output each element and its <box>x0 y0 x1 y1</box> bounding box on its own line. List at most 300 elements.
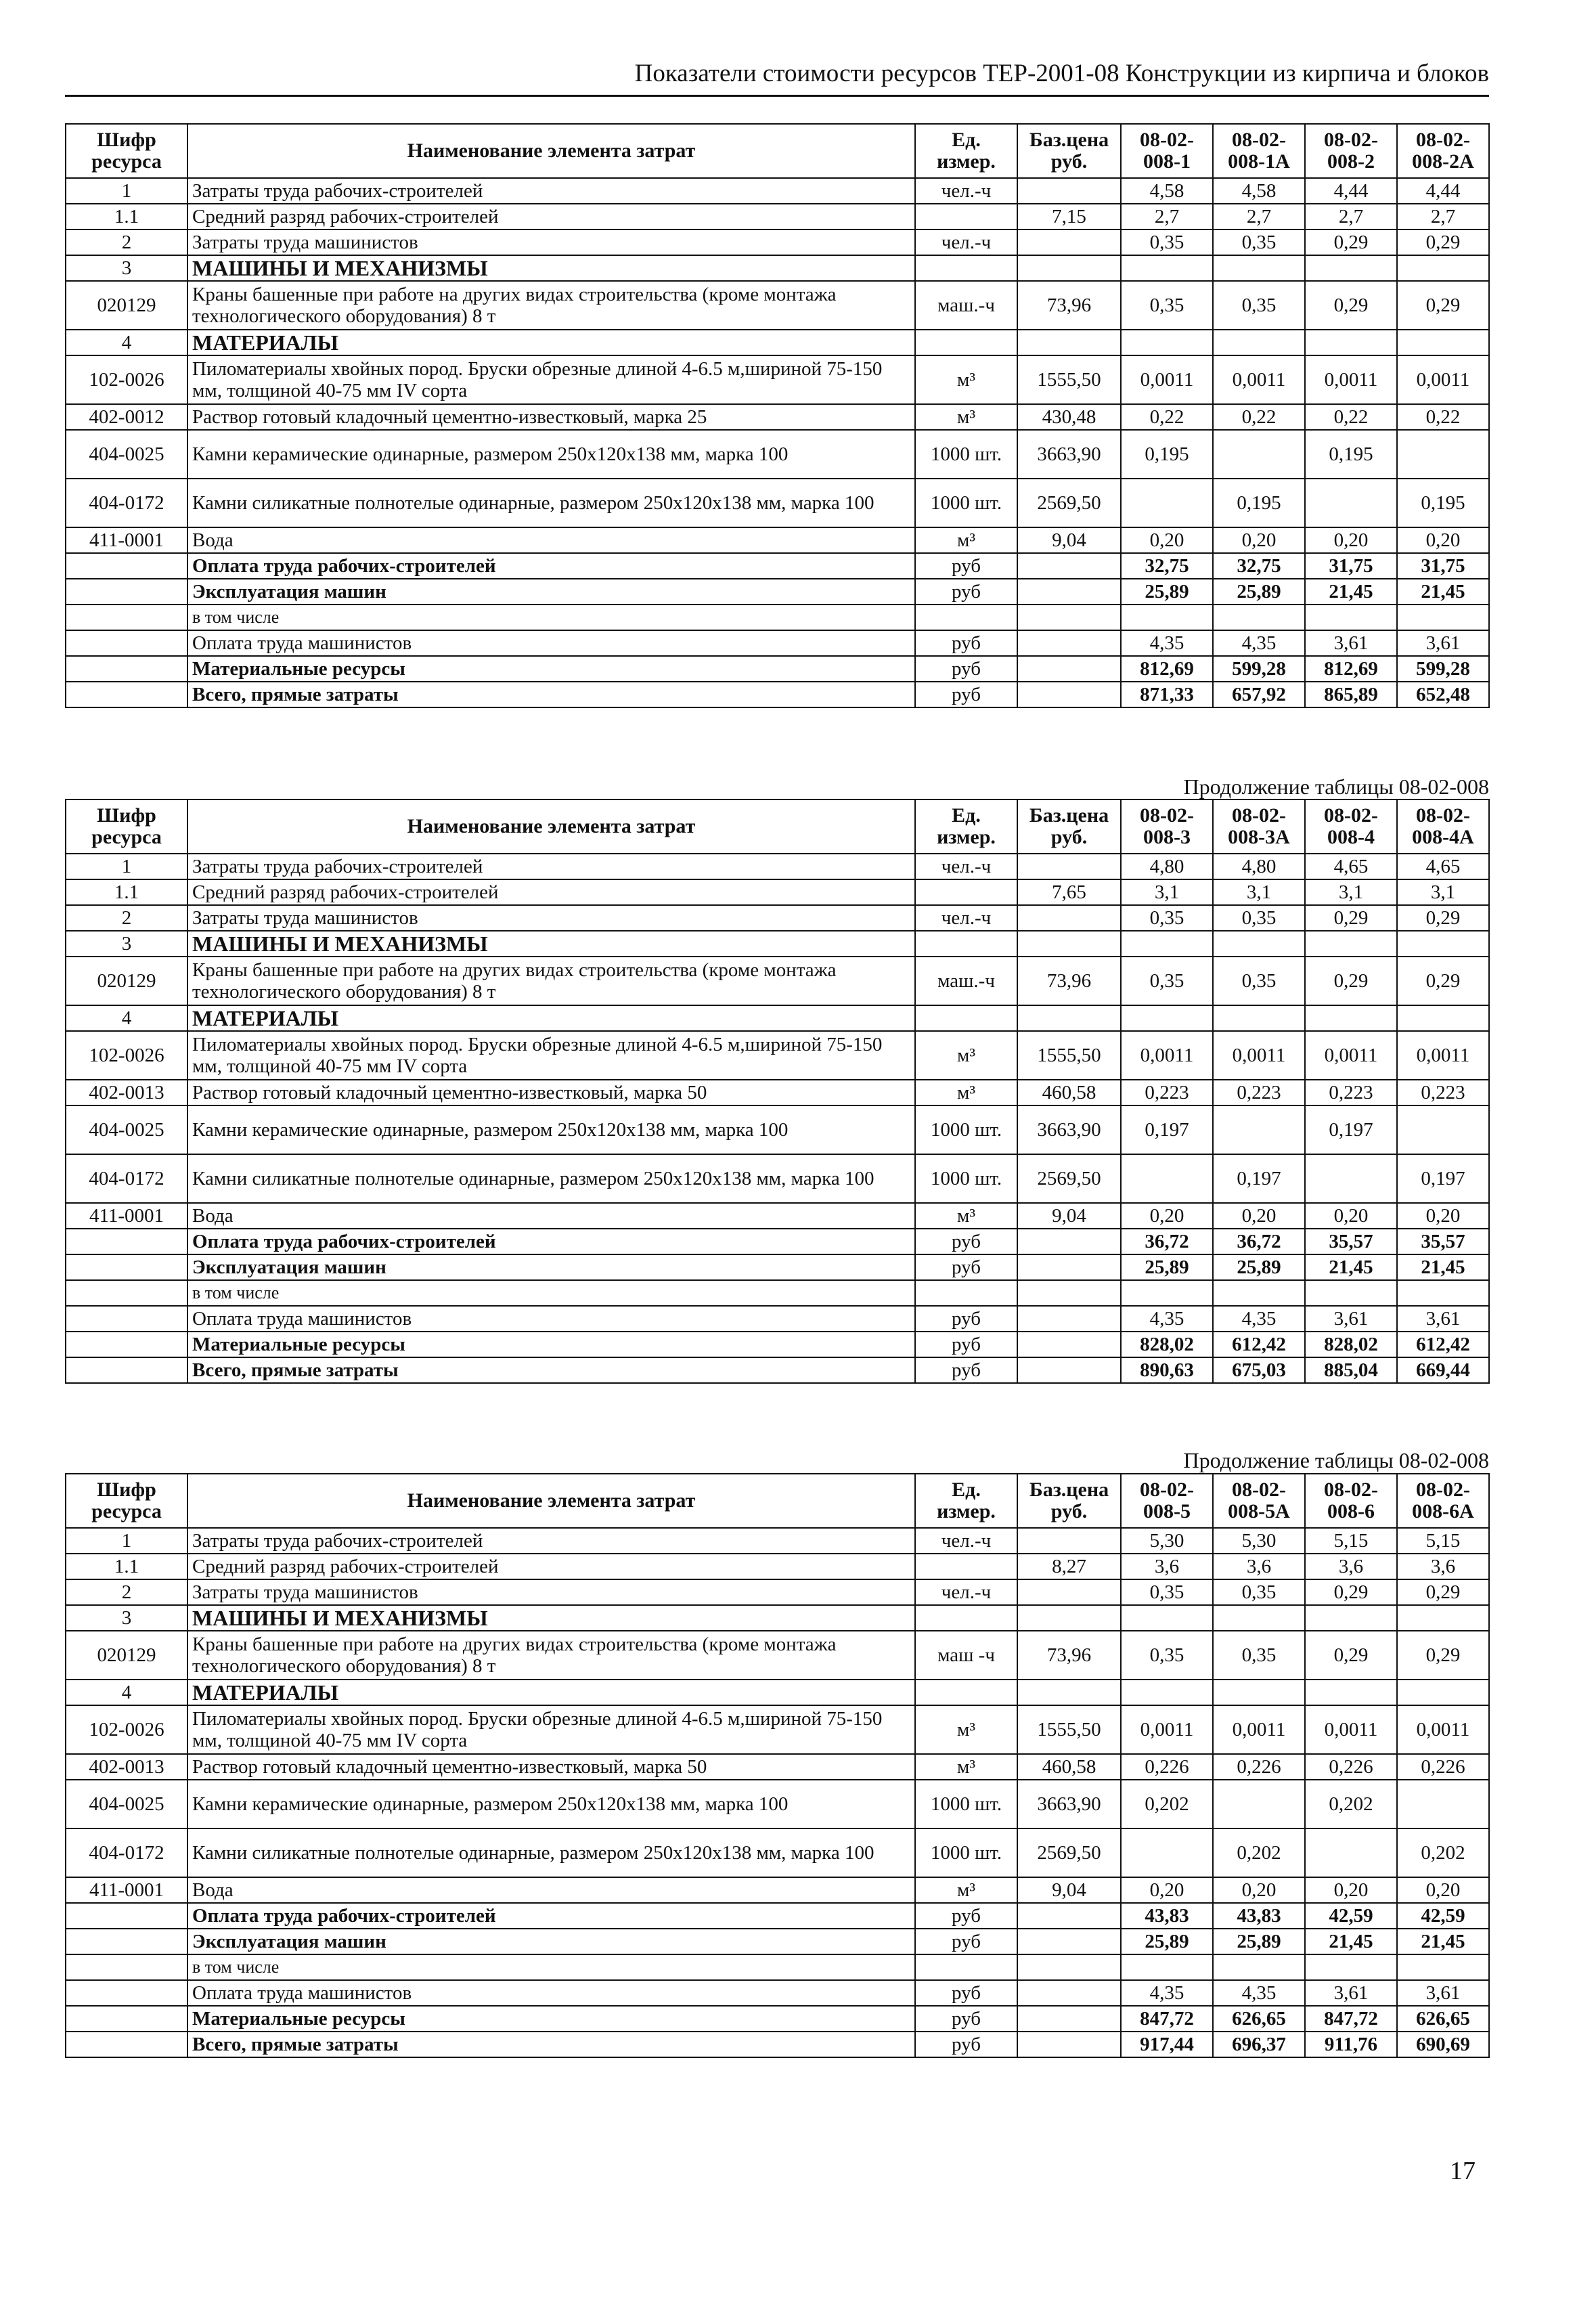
resource-code <box>66 1332 187 1357</box>
resource-code <box>66 1306 187 1332</box>
rate-value: 0,0011 <box>1397 1705 1489 1754</box>
resource-code <box>66 1357 187 1383</box>
header-code: Шифр ресурса <box>66 799 187 854</box>
rate-value: 0,22 <box>1397 404 1489 430</box>
unit <box>915 330 1017 355</box>
cost-element-name: МАТЕРИАЛЫ <box>187 1005 915 1031</box>
base-price <box>1017 682 1121 707</box>
rate-value: 4,80 <box>1213 854 1305 879</box>
base-price <box>1017 1280 1121 1306</box>
rate-value: 0,29 <box>1397 957 1489 1005</box>
rate-value: 812,69 <box>1121 656 1213 682</box>
cost-element-name: Раствор готовый кладочный цементно-известковый, марка 25 <box>187 404 915 430</box>
unit: м³ <box>915 1080 1017 1105</box>
unit: руб <box>915 682 1017 707</box>
resource-code <box>66 605 187 630</box>
rate-value <box>1121 931 1213 957</box>
rate-value <box>1121 1005 1213 1031</box>
resource-code: 411-0001 <box>66 527 187 553</box>
rate-value: 0,20 <box>1305 1203 1397 1229</box>
rate-value <box>1121 1680 1213 1705</box>
resource-code: 020129 <box>66 957 187 1005</box>
unit: 1000 шт. <box>915 1780 1017 1828</box>
base-price <box>1017 1680 1121 1705</box>
resource-code <box>66 553 187 579</box>
unit: руб <box>915 1980 1017 2006</box>
unit: руб <box>915 553 1017 579</box>
cost-element-name: Вода <box>187 527 915 553</box>
cost-element-name: Всего, прямые затраты <box>187 2032 915 2057</box>
header-rate-code: 08-02-008-3А <box>1213 799 1305 854</box>
base-price <box>1017 854 1121 879</box>
rate-value: 0,223 <box>1121 1080 1213 1105</box>
cost-table-2 <box>65 799 1490 1384</box>
rate-value: 626,65 <box>1213 2006 1305 2032</box>
base-price <box>1017 1357 1121 1383</box>
resource-code: 3 <box>66 931 187 957</box>
base-price: 73,96 <box>1017 281 1121 330</box>
resource-code: 3 <box>66 1605 187 1631</box>
cost-element-name: Оплата труда машинистов <box>187 630 915 656</box>
header-rate-code: 08-02-008-5А <box>1213 1474 1305 1528</box>
table-row <box>66 656 1489 682</box>
table-row <box>66 1631 1489 1680</box>
rate-value: 0,20 <box>1213 527 1305 553</box>
rate-value: 3,6 <box>1213 1554 1305 1579</box>
base-price: 460,58 <box>1017 1080 1121 1105</box>
base-price: 3663,90 <box>1017 1780 1121 1828</box>
resource-code: 411-0001 <box>66 1877 187 1903</box>
rate-value: 2,7 <box>1213 204 1305 229</box>
rate-value: 0,29 <box>1305 905 1397 931</box>
cost-element-name: Средний разряд рабочих-строителей <box>187 1554 915 1579</box>
rate-value: 42,59 <box>1397 1903 1489 1929</box>
base-price: 3663,90 <box>1017 430 1121 479</box>
rate-value: 0,195 <box>1305 430 1397 479</box>
rate-value <box>1121 479 1213 527</box>
resource-code <box>66 630 187 656</box>
table-row <box>66 1306 1489 1332</box>
rate-value: 0,197 <box>1305 1105 1397 1154</box>
resource-code <box>66 1929 187 1954</box>
rate-value: 21,45 <box>1305 1929 1397 1954</box>
rate-value: 612,42 <box>1397 1332 1489 1357</box>
resource-code: 4 <box>66 1005 187 1031</box>
rate-value: 0,35 <box>1213 281 1305 330</box>
table-row <box>66 330 1489 355</box>
unit <box>915 1680 1017 1705</box>
table-row <box>66 1528 1489 1554</box>
unit: м³ <box>915 355 1017 404</box>
base-price <box>1017 330 1121 355</box>
rate-value <box>1397 430 1489 479</box>
unit: чел.-ч <box>915 854 1017 879</box>
resource-code: 3 <box>66 255 187 281</box>
table-row <box>66 1203 1489 1229</box>
base-price <box>1017 1332 1121 1357</box>
base-price <box>1017 1528 1121 1554</box>
rate-value: 4,65 <box>1397 854 1489 879</box>
table-row <box>66 1980 1489 2006</box>
cost-element-name: МАШИНЫ И МЕХАНИЗМЫ <box>187 255 915 281</box>
base-price <box>1017 1229 1121 1254</box>
rate-value: 0,35 <box>1121 905 1213 931</box>
rate-value: 0,22 <box>1213 404 1305 430</box>
rate-value <box>1121 1605 1213 1631</box>
rate-value: 0,0011 <box>1397 355 1489 404</box>
resource-code <box>66 1280 187 1306</box>
base-price <box>1017 2006 1121 2032</box>
resource-code <box>66 1903 187 1929</box>
table-row <box>66 527 1489 553</box>
rate-value: 32,75 <box>1121 553 1213 579</box>
rate-value: 657,92 <box>1213 682 1305 707</box>
rate-value: 0,0011 <box>1213 1031 1305 1080</box>
rate-value: 4,58 <box>1213 178 1305 204</box>
header-code: Шифр ресурса <box>66 1474 187 1528</box>
rate-value: 5,30 <box>1121 1528 1213 1554</box>
base-price: 8,27 <box>1017 1554 1121 1579</box>
rate-value <box>1305 1005 1397 1031</box>
rate-value: 0,35 <box>1213 1579 1305 1605</box>
cost-element-name: Краны башенные при работе на других видах строительства (кроме монтажа технологического оборудования) 8 т <box>187 281 915 330</box>
rate-value: 847,72 <box>1305 2006 1397 2032</box>
table-row <box>66 1605 1489 1631</box>
cost-element-name: Камни керамические одинарные, размером 250x120x138 мм, марка 100 <box>187 1780 915 1828</box>
header-price: Баз.цена руб. <box>1017 124 1121 178</box>
table-row <box>66 1828 1489 1877</box>
base-price <box>1017 229 1121 255</box>
rate-value: 885,04 <box>1305 1357 1397 1383</box>
unit: руб <box>915 1357 1017 1383</box>
base-price <box>1017 1605 1121 1631</box>
table-row <box>66 1357 1489 1383</box>
base-price: 460,58 <box>1017 1754 1121 1780</box>
unit: маш.-ч <box>915 281 1017 330</box>
unit: м³ <box>915 1877 1017 1903</box>
rate-value: 25,89 <box>1213 1929 1305 1954</box>
rate-value: 0,35 <box>1213 905 1305 931</box>
rate-value <box>1397 931 1489 957</box>
rate-value: 25,89 <box>1213 579 1305 605</box>
rate-value <box>1305 1154 1397 1203</box>
rate-value: 35,57 <box>1305 1229 1397 1254</box>
resource-code: 404-0025 <box>66 1105 187 1154</box>
base-price: 9,04 <box>1017 527 1121 553</box>
rate-value: 865,89 <box>1305 682 1397 707</box>
rate-value: 3,1 <box>1213 879 1305 905</box>
table-row <box>66 1154 1489 1203</box>
rate-value: 4,35 <box>1121 1980 1213 2006</box>
unit: руб <box>915 630 1017 656</box>
rate-value: 21,45 <box>1305 579 1397 605</box>
cost-element-name: Затраты труда машинистов <box>187 1579 915 1605</box>
rate-value: 690,69 <box>1397 2032 1489 2057</box>
base-price: 7,65 <box>1017 879 1121 905</box>
resource-code: 404-0025 <box>66 430 187 479</box>
base-price <box>1017 1254 1121 1280</box>
cost-element-name: Оплата труда рабочих-строителей <box>187 1229 915 1254</box>
table-row <box>66 1280 1489 1306</box>
continuation-label: Продолжение таблицы 08-02-008 <box>1183 1448 1489 1472</box>
resource-code <box>66 1954 187 1980</box>
rate-value: 626,65 <box>1397 2006 1489 2032</box>
header-unit: Ед. измер. <box>915 124 1017 178</box>
table-row <box>66 430 1489 479</box>
unit: руб <box>915 1254 1017 1280</box>
resource-code <box>66 656 187 682</box>
unit: м³ <box>915 1031 1017 1080</box>
cost-element-name: Затраты труда рабочих-строителей <box>187 854 915 879</box>
resource-code: 2 <box>66 905 187 931</box>
table-row <box>66 1105 1489 1154</box>
rate-value <box>1305 479 1397 527</box>
rate-value: 4,44 <box>1397 178 1489 204</box>
unit: маш -ч <box>915 1631 1017 1680</box>
table-row <box>66 553 1489 579</box>
rate-value <box>1305 605 1397 630</box>
resource-code <box>66 579 187 605</box>
table-row <box>66 1954 1489 1980</box>
base-price: 430,48 <box>1017 404 1121 430</box>
rate-value: 35,57 <box>1397 1229 1489 1254</box>
rate-value: 0,226 <box>1121 1754 1213 1780</box>
unit: чел.-ч <box>915 1579 1017 1605</box>
rate-value: 43,83 <box>1121 1903 1213 1929</box>
base-price <box>1017 579 1121 605</box>
rate-value: 0,20 <box>1397 1877 1489 1903</box>
rate-value: 0,20 <box>1121 1203 1213 1229</box>
base-price <box>1017 1005 1121 1031</box>
rate-value <box>1397 330 1489 355</box>
header-name: Наименование элемента затрат <box>187 124 915 178</box>
cost-element-name: Всего, прямые затраты <box>187 682 915 707</box>
rate-value: 3,61 <box>1305 1306 1397 1332</box>
rate-value: 612,42 <box>1213 1332 1305 1357</box>
rate-value: 0,29 <box>1397 281 1489 330</box>
rate-value: 0,35 <box>1121 1579 1213 1605</box>
rate-value: 0,195 <box>1397 479 1489 527</box>
rate-value: 0,20 <box>1397 527 1489 553</box>
table-row <box>66 204 1489 229</box>
rate-value: 0,20 <box>1305 1877 1397 1903</box>
resource-code: 402-0013 <box>66 1754 187 1780</box>
header-unit: Ед. измер. <box>915 799 1017 854</box>
page-number: 17 <box>1450 2157 1476 2185</box>
resource-code <box>66 2006 187 2032</box>
rate-value <box>1213 1680 1305 1705</box>
rate-value: 3,1 <box>1121 879 1213 905</box>
cost-element-name: Пиломатериалы хвойных пород. Бруски обрезные длиной 4-6.5 м,шириной 75-150 мм, толщиной 40-75 мм IV сорта <box>187 1705 915 1754</box>
rate-value: 43,83 <box>1213 1903 1305 1929</box>
table-row <box>66 1332 1489 1357</box>
base-price <box>1017 1929 1121 1954</box>
rate-value: 0,0011 <box>1121 1031 1213 1080</box>
rate-value: 812,69 <box>1305 656 1397 682</box>
table-row <box>66 255 1489 281</box>
resource-code: 4 <box>66 1680 187 1705</box>
rate-value: 0,35 <box>1121 229 1213 255</box>
rate-value <box>1305 1954 1397 1980</box>
table-row <box>66 957 1489 1005</box>
rate-value <box>1213 1954 1305 1980</box>
rate-value: 21,45 <box>1397 579 1489 605</box>
cost-element-name: Камни керамические одинарные, размером 250x120x138 мм, марка 100 <box>187 430 915 479</box>
rate-value <box>1305 1280 1397 1306</box>
rate-value: 31,75 <box>1305 553 1397 579</box>
rate-value <box>1397 1605 1489 1631</box>
rate-value: 0,223 <box>1213 1080 1305 1105</box>
rate-value: 0,20 <box>1397 1203 1489 1229</box>
rate-value: 0,29 <box>1397 1631 1489 1680</box>
rate-value <box>1397 1105 1489 1154</box>
header-row <box>66 1474 1489 1528</box>
table-row <box>66 404 1489 430</box>
cost-element-name: Краны башенные при работе на других видах строительства (кроме монтажа технологического оборудования) 8 т <box>187 957 915 1005</box>
cost-element-name: Средний разряд рабочих-строителей <box>187 879 915 905</box>
unit: 1000 шт. <box>915 1105 1017 1154</box>
resource-code: 1.1 <box>66 1554 187 1579</box>
cost-element-name: Затраты труда машинистов <box>187 905 915 931</box>
rate-value: 21,45 <box>1305 1254 1397 1280</box>
rate-value: 0,29 <box>1397 229 1489 255</box>
table-row <box>66 2006 1489 2032</box>
rate-value: 0,29 <box>1305 281 1397 330</box>
unit <box>915 255 1017 281</box>
base-price <box>1017 630 1121 656</box>
rate-value <box>1213 255 1305 281</box>
cost-element-name: Камни силикатные полнотелые одинарные, размером 250x120x138 мм, марка 100 <box>187 479 915 527</box>
resource-code: 1 <box>66 1528 187 1554</box>
rate-value: 21,45 <box>1397 1254 1489 1280</box>
resource-code: 4 <box>66 330 187 355</box>
unit <box>915 1005 1017 1031</box>
cost-element-name: Вода <box>187 1203 915 1229</box>
base-price: 73,96 <box>1017 1631 1121 1680</box>
rate-value: 599,28 <box>1213 656 1305 682</box>
rate-value: 3,6 <box>1397 1554 1489 1579</box>
base-price <box>1017 1306 1121 1332</box>
rate-value: 0,197 <box>1213 1154 1305 1203</box>
rate-value <box>1397 1005 1489 1031</box>
rate-value: 599,28 <box>1397 656 1489 682</box>
rate-value: 4,80 <box>1121 854 1213 879</box>
rate-value <box>1121 1828 1213 1877</box>
cost-element-name: Оплата труда машинистов <box>187 1306 915 1332</box>
rate-value: 0,0011 <box>1213 1705 1305 1754</box>
cost-element-name: Оплата труда рабочих-строителей <box>187 1903 915 1929</box>
rate-value: 917,44 <box>1121 2032 1213 2057</box>
unit: руб <box>915 1903 1017 1929</box>
cost-element-name: Всего, прямые затраты <box>187 1357 915 1383</box>
rate-value: 4,35 <box>1213 1980 1305 2006</box>
rate-value: 25,89 <box>1121 1254 1213 1280</box>
base-price <box>1017 931 1121 957</box>
table-row <box>66 1877 1489 1903</box>
rate-value <box>1121 255 1213 281</box>
rate-value: 911,76 <box>1305 2032 1397 2057</box>
rate-value: 42,59 <box>1305 1903 1397 1929</box>
table-row <box>66 605 1489 630</box>
rate-value: 4,35 <box>1213 1306 1305 1332</box>
rate-value: 0,195 <box>1213 479 1305 527</box>
rate-value: 25,89 <box>1121 1929 1213 1954</box>
unit <box>915 204 1017 229</box>
cost-element-name: Эксплуатация машин <box>187 1929 915 1954</box>
rate-value: 0,29 <box>1305 1631 1397 1680</box>
header-name: Наименование элемента затрат <box>187 1474 915 1528</box>
table-row <box>66 479 1489 527</box>
resource-code: 402-0013 <box>66 1080 187 1105</box>
rate-value: 0,20 <box>1121 527 1213 553</box>
table-row <box>66 1903 1489 1929</box>
rate-value <box>1213 1280 1305 1306</box>
rate-value <box>1305 1680 1397 1705</box>
rate-value: 3,61 <box>1397 630 1489 656</box>
rate-value: 0,202 <box>1121 1780 1213 1828</box>
rate-value: 4,35 <box>1121 630 1213 656</box>
unit: м³ <box>915 404 1017 430</box>
resource-code: 1 <box>66 854 187 879</box>
resource-code <box>66 1980 187 2006</box>
base-price: 1555,50 <box>1017 355 1121 404</box>
rate-value: 0,0011 <box>1121 1705 1213 1754</box>
resource-code: 404-0172 <box>66 479 187 527</box>
cost-element-name: Камни силикатные полнотелые одинарные, размером 250x120x138 мм, марка 100 <box>187 1828 915 1877</box>
rate-value <box>1397 255 1489 281</box>
rate-value: 0,226 <box>1213 1754 1305 1780</box>
base-price <box>1017 1579 1121 1605</box>
unit: м³ <box>915 1705 1017 1754</box>
rate-value <box>1213 605 1305 630</box>
unit: 1000 шт. <box>915 430 1017 479</box>
rate-value <box>1397 605 1489 630</box>
rate-value: 828,02 <box>1121 1332 1213 1357</box>
rate-value: 3,1 <box>1397 879 1489 905</box>
base-price: 9,04 <box>1017 1203 1121 1229</box>
table-row <box>66 854 1489 879</box>
table-row <box>66 579 1489 605</box>
rate-value: 0,0011 <box>1305 355 1397 404</box>
rate-value: 3,61 <box>1397 1306 1489 1332</box>
table-row <box>66 1929 1489 1954</box>
header-code: Шифр ресурса <box>66 124 187 178</box>
rate-value: 2,7 <box>1397 204 1489 229</box>
cost-element-name: Оплата труда рабочих-строителей <box>187 553 915 579</box>
cost-element-name: Затраты труда рабочих-строителей <box>187 178 915 204</box>
base-price <box>1017 553 1121 579</box>
resource-code: 020129 <box>66 281 187 330</box>
cost-element-name: МАТЕРИАЛЫ <box>187 1680 915 1705</box>
header-row <box>66 124 1489 178</box>
rate-value: 0,202 <box>1213 1828 1305 1877</box>
cost-element-name: Эксплуатация машин <box>187 1254 915 1280</box>
table-row <box>66 682 1489 707</box>
rate-value: 0,35 <box>1213 229 1305 255</box>
unit: руб <box>915 1229 1017 1254</box>
rate-value: 5,15 <box>1397 1528 1489 1554</box>
page-header <box>65 57 1489 97</box>
rate-value: 4,58 <box>1121 178 1213 204</box>
table-row <box>66 1554 1489 1579</box>
rate-value: 890,63 <box>1121 1357 1213 1383</box>
unit: руб <box>915 2032 1017 2057</box>
cost-element-name: Эксплуатация машин <box>187 579 915 605</box>
unit: м³ <box>915 1203 1017 1229</box>
rate-value: 0,226 <box>1397 1754 1489 1780</box>
rate-value: 2,7 <box>1121 204 1213 229</box>
rate-value: 5,30 <box>1213 1528 1305 1554</box>
